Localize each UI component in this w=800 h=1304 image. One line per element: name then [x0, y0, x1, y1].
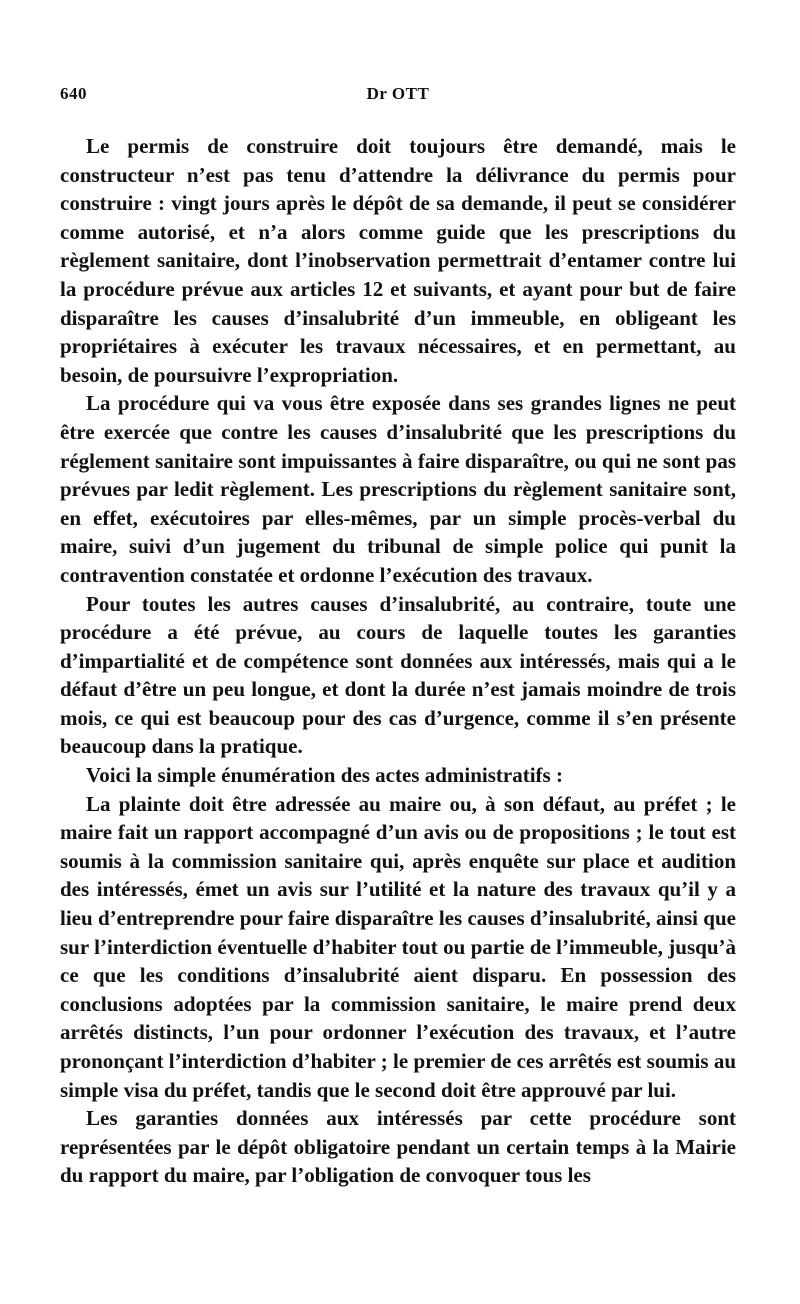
- paragraph-plainte: La plainte doit être adressée au maire ou, à son défaut, au préfet ; le maire fait un rapport accompagné d’un avis ou de propositions ; le tout est soumis à la commission sanitaire qui, après enquête sur place et audition des intéressés, émet un avis sur l’utilité et la nature des travaux qu’il y a lieu d’entreprendre pour faire disparaître les causes d’insalubrité, ainsi que sur l’interdiction éventuelle d’habiter tout ou partie de l’immeuble, jusqu’à ce que les conditions d’insalubrité aient disparu. En possession des conclusions adoptées par la commission sanitaire, le maire prend deux arrêtés distincts, l’un pour ordonner l’exécution des travaux, et l’autre prononçant l’interdiction d’habiter ; le premier de ces arrêtés est soumis au simple visa du préfet, tandis que le second doit être approuvé par lui.: [60, 791, 736, 1102]
- paragraph-garanties: Les garanties données aux intéressés par cette procédure sont représentées par le dépôt obligatoire pendant un certain temps à la Mairie du rapport du maire, par l’obligation de convoquer tous les: [60, 1106, 736, 1188]
- paragraph-permis-de-construire: Le permis de construire doit toujours être demandé, mais le constructeur n’est pas tenu d’attendre la délivrance du permis pour construire : vingt jours après le dépôt de sa demande, il peut se considérer comme autorisé, et n’a alors comme guide que les prescriptions du règlement sanitaire, dont l’inobservation permettrait d’entamer contre lui la procédure prévue aux articles 12 et suivants, et ayant pour but de faire disparaître les causes d’insalubrité d’un immeuble, en obligeant les propriétaires à exécuter les travaux nécessaires, et en permettant, au besoin, de poursuivre l’expropriation.: [60, 134, 736, 387]
- paragraph-procedure-exposee: La procédure qui va vous être exposée dans ses grandes lignes ne peut être exercée que contre les causes d’insalubrité que les prescriptions du réglement sanitaire sont impuissantes à faire disparaître, ou qui ne sont pas prévues par ledit règlement. Les prescriptions du règlement sanitaire sont, en effet, exécutoires par elles-mêmes, par un simple procès-verbal du maire, suivi d’un jugement du tribunal de simple police qui punit la contravention constatée et ordonne l’exécution des travaux.: [60, 391, 736, 587]
- book-page: [60, 84, 736, 1190]
- running-head: [60, 84, 736, 114]
- paragraph-autres-causes: Pour toutes les autres causes d’insalubrité, au contraire, toute une procédure a été prévue, au cours de laquelle toutes les garanties d’impartialité et de compétence sont données aux intéressés, mais qui a le défaut d’être un peu longue, et dont la durée n’est jamais moindre de trois mois, ce qui est beaucoup pour des cas d’urgence, comme il s’en présente beaucoup dans la pratique.: [60, 591, 736, 759]
- paragraph-enumeration: Voici la simple énumération des actes administratifs :: [86, 763, 563, 788]
- body-text: [60, 132, 736, 1190]
- running-title: Dr OTT: [366, 84, 430, 103]
- page-number: 640: [60, 84, 87, 103]
